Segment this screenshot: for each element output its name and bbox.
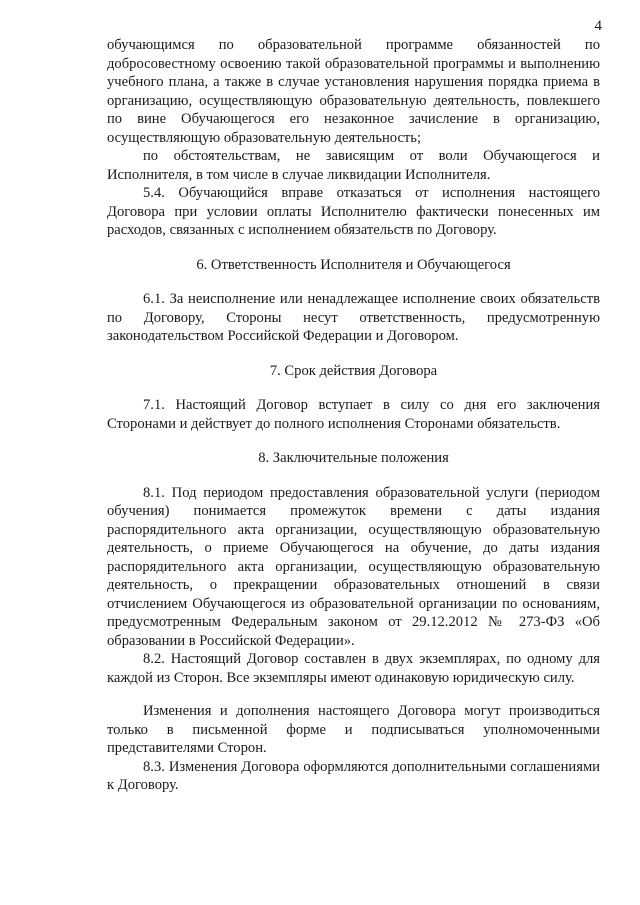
paragraph-continuation: обучающимся по образовательной программе обязанностей по добросовестному освоению такой образовательной программы и выполнению учебного плана, а также в случае установления нарушения порядка приема в организацию, осуществляющую образовательную деятельность, повлекшего по вине Обучающегося его незаконное зачисление в организацию, осуществляющую образовательную деятельность; — [107, 37, 600, 146]
paragraph-8-2: 8.2. Настоящий Договор составлен в двух экземплярах, по одному для каждой из Сторон. Все экземпляры имеют одинаковую юридическую силу. — [107, 651, 600, 686]
paragraph-circumstances: по обстоятельствам, не зависящим от воли Обучающегося и Исполнителя, в том числе в случае ликвидации Исполнителя. — [107, 148, 600, 183]
paragraph-8-1: 8.1. Под периодом предоставления образовательной услуги (периодом обучения) понимается промежуток времени с даты издания распорядительного акта организации, осуществляющую образовательную деятельность, о приеме Обучающегося на обучение, до даты издания распорядительного акта организации, осуществляющую образовательную деятельность, о прекращении образовательных отношений в связи отчислением Обучающегося из образовательной организации по основаниям, предусмотренным Федеральным законом от 29.12.2012 № 273-ФЗ «Об образовании в Российской Федерации». — [107, 484, 600, 649]
section-6-heading: 6. Ответственность Исполнителя и Обучающегося — [196, 256, 511, 273]
document-body — [107, 36, 600, 795]
section-8-heading: 8. Заключительные положения — [258, 450, 449, 466]
paragraph-5-4: 5.4. Обучающийся вправе отказаться от исполнения настоящего Договора при условии оплаты Исполнителю фактически понесенных им расходов, связанных с исполнением обязательств по Договору. — [107, 185, 600, 238]
page-number: 4 — [594, 18, 602, 34]
paragraph-6-1: 6.1. За неисполнение или ненадлежащее исполнение своих обязательств по Договору, Стороны несут ответственность, предусмотренную законодательством Российской Федерации и Договором. — [107, 291, 600, 344]
section-7-heading: 7. Срок действия Договора — [269, 362, 438, 379]
paragraph-7-1: 7.1. Настоящий Договор вступает в силу со дня его заключения Сторонами и действует до полного исполнения Сторонами обязательств. — [107, 397, 600, 432]
paragraph-changes: Изменения и дополнения настоящего Договора могут производиться только в письменной форме и подписываться уполномоченными представителями Сторон. — [107, 703, 600, 756]
paragraph-8-3: 8.3. Изменения Договора оформляются дополнительными соглашениями к Договору. — [107, 758, 600, 793]
